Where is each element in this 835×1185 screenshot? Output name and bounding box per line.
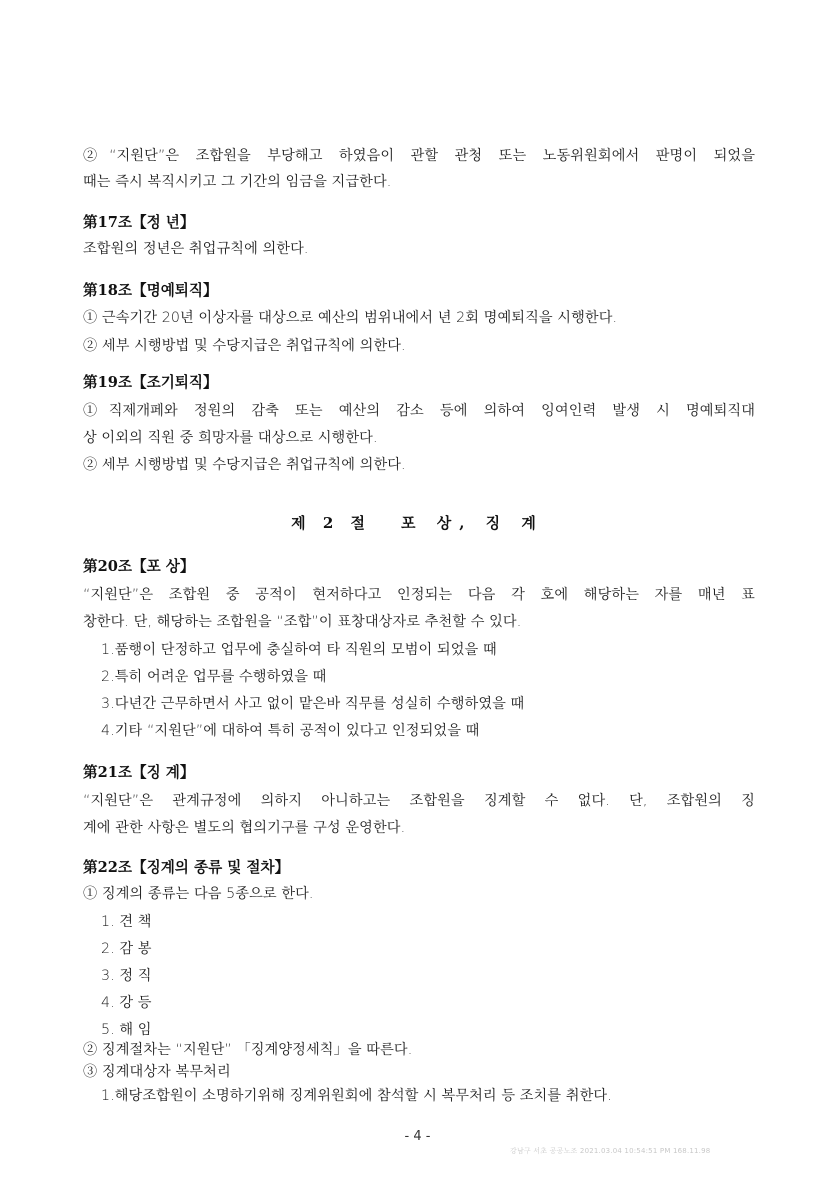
article-18-item2: ② 세부 시행방법 및 수당지급은 취업규칙에 의한다.: [83, 338, 406, 354]
article-20-body-line1: “지원단”은 조합원 중 공적이 현저하다고 인정되는 다음 각 호에 해당하는 자를 매년 표: [83, 587, 755, 603]
article-18-item1: ① 근속기간 20년 이상자를 대상으로 예산의 범위내에서 년 2회 명예퇴직을 시행한다.: [83, 310, 618, 326]
article-22-item2: ② 징계절차는 “지원단” 「징계양정세칙」을 따른다.: [83, 1042, 413, 1058]
article-20-item1: 1.품행이 단정하고 업무에 충실하여 타 직원의 모범이 되었을 때: [101, 642, 497, 658]
article-20-item4: 4.기타 “지원단”에 대하여 특히 공적이 있다고 인정되었을 때: [101, 723, 480, 739]
article-17-heading: 第17조【정 년】: [83, 214, 195, 231]
section-title: [0, 513, 835, 533]
article-17-body: 조합원의 정년은 취업규칙에 의한다.: [83, 241, 309, 257]
section-name: 포 상, 징 계: [401, 514, 544, 532]
article-20-item2: 2.특히 어려운 업무를 수행하였을 때: [101, 669, 327, 685]
article-22-item1: ① 징계의 종류는 다음 5종으로 한다.: [83, 886, 314, 902]
article-19-item1-line1: ①직제개페와 정원의 감축 또는 예산의 감소 등에 의하여 잉여인력 발생 시 명예퇴직대: [83, 403, 755, 419]
page-number: - 4 -: [404, 1129, 431, 1144]
article-19-item2: ② 세부 시행방법 및 수당지급은 취업규칙에 의한다.: [83, 457, 406, 473]
discipline-type-3: 3. 정 직: [101, 968, 152, 984]
discipline-type-2: 2. 감 봉: [101, 941, 152, 957]
article-16-para2-line1: ②“지원단”은 조합원을 부당해고 하였음이 관할 관청 또는 노동위원회에서 판명이 되었을: [83, 148, 755, 164]
article-21-body-line1: “지원단”은 관계규정에 의하지 아니하고는 조합원을 징계할 수 없다. 단, 조합원의 징: [83, 793, 755, 809]
discipline-type-4: 4. 강 등: [101, 995, 152, 1011]
article-22-item3: ③ 징계대상자 복무처리: [83, 1064, 231, 1080]
discipline-type-5: 5. 해 임: [101, 1022, 152, 1038]
section-number: 제 2 절: [291, 514, 371, 532]
article-21-heading: 第21조【징 계】: [83, 764, 195, 781]
article-21-body-line2: 계에 관한 사항은 별도의 협의기구를 구성 운영한다.: [83, 820, 406, 836]
article-20-item3: 3.다년간 근무하면서 사고 없이 맡은바 직무를 성실히 수행하였을 때: [101, 696, 525, 712]
article-22-item3-sub1: 1.해당조합원이 소명하기위해 징계위원회에 참석할 시 복무처리 등 조치를 취한다.: [101, 1088, 612, 1104]
article-22-heading: 第22조【징계의 종류 및 절차】: [83, 859, 290, 876]
article-20-body-line2: 창한다. 단, 해당하는 조합원을 “조합”이 표창대상자로 추천할 수 있다.: [83, 614, 522, 630]
article-19-heading: 第19조【조기퇴직】: [83, 374, 218, 391]
article-18-heading: 第18조【명예퇴직】: [83, 282, 218, 299]
article-16-para2-line2: 때는 즉시 복직시키고 그 기간의 임금을 지급한다.: [83, 174, 392, 190]
print-stamp: 강남구 서초 공공노조 2021.03.04 10:54:51 PM 168.11.98: [510, 1147, 711, 1155]
article-20-heading: 第20조【포 상】: [83, 558, 195, 575]
discipline-type-1: 1. 견 책: [101, 914, 152, 930]
article-19-item1-line2: 상 이외의 직원 중 희망자를 대상으로 시행한다.: [83, 430, 378, 446]
